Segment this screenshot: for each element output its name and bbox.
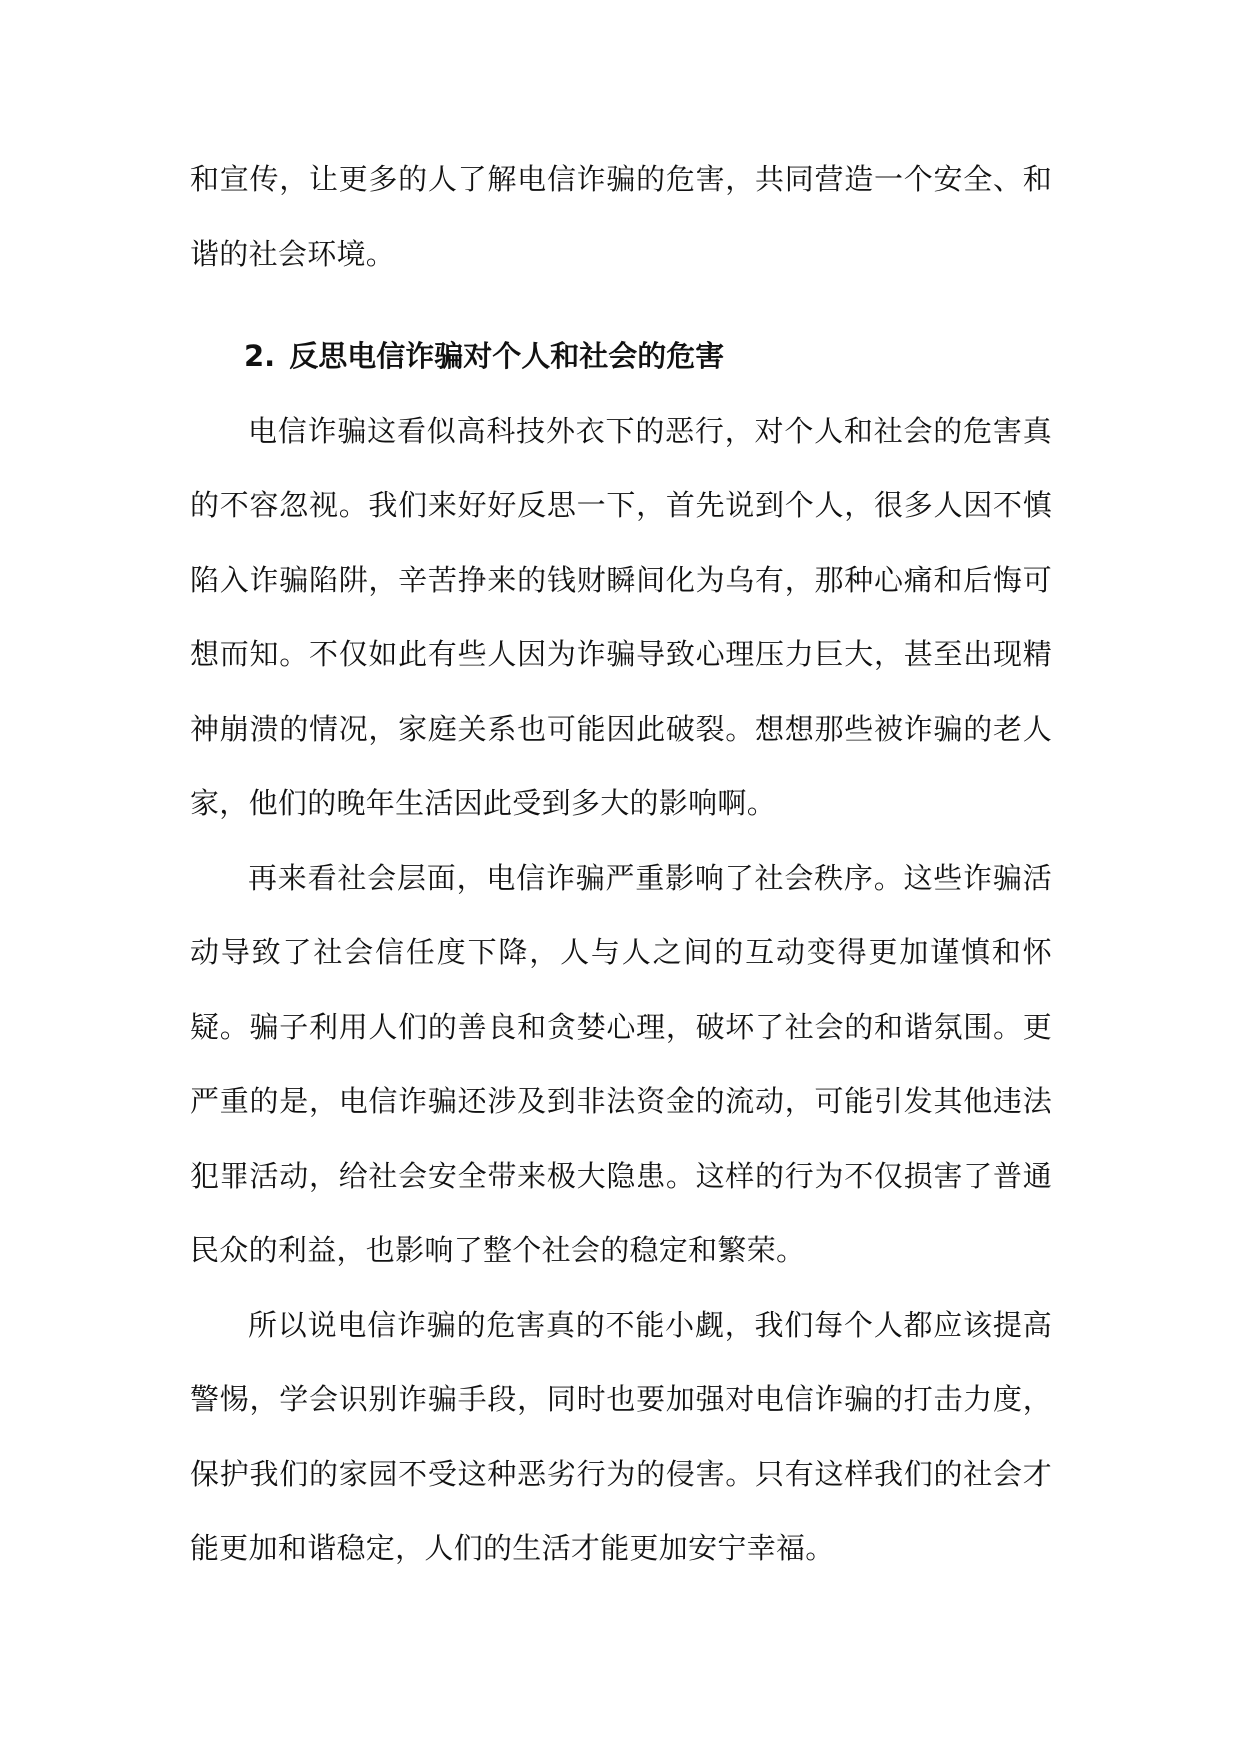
paragraph-3: 所以说电信诈骗的危害真的不能小觑，我们每个人都应该提高警惕，学会识别诈骗手段，同时也要加强对电信诈骗的打击力度，保护我们的家园不受这种恶劣行为的侵害。只有这样我们的社会才能更加和谐稳定，人们的生活才能更加安宁幸福。 bbox=[190, 1307, 1052, 1565]
paragraph-1: 电信诈骗这看似高科技外衣下的恶行，对个人和社会的危害真的不容忽视。我们来好好反思一下，首先说到个人，很多人因不慎陷入诈骗陷阱，辛苦挣来的钱财瞬间化为乌有，那种心痛和后悔可想而知。不仅如此有些人因为诈骗导致心理压力巨大，甚至出现精神崩溃的情况，家庭关系也可能因此破裂。想想那些被诈骗的老人家，他们的晚年生活因此受到多大的影响啊。 bbox=[190, 413, 1052, 820]
section-number: 2. bbox=[244, 339, 276, 373]
section-title: 反思电信诈骗对个人和社会的危害 bbox=[289, 339, 725, 373]
paragraph-2: 再来看社会层面，电信诈骗严重影响了社会秩序。这些诈骗活动导致了社会信任度下降，人与人之间的互动变得更加谨慎和怀疑。骗子利用人们的善良和贪婪心理，破坏了社会的和谐氛围。更严重的是，电信诈骗还涉及到非法资金的流动，可能引发其他违法犯罪活动，给社会安全带来极大隐患。这样的行为不仅损害了普通民众的利益，也影响了整个社会的稳定和繁荣。 bbox=[190, 860, 1052, 1267]
section-heading bbox=[190, 319, 1052, 394]
paragraph-continued: 和宣传，让更多的人了解电信诈骗的危害，共同营造一个安全、和谐的社会环境。 bbox=[190, 162, 1052, 271]
document-body bbox=[190, 142, 1052, 1586]
